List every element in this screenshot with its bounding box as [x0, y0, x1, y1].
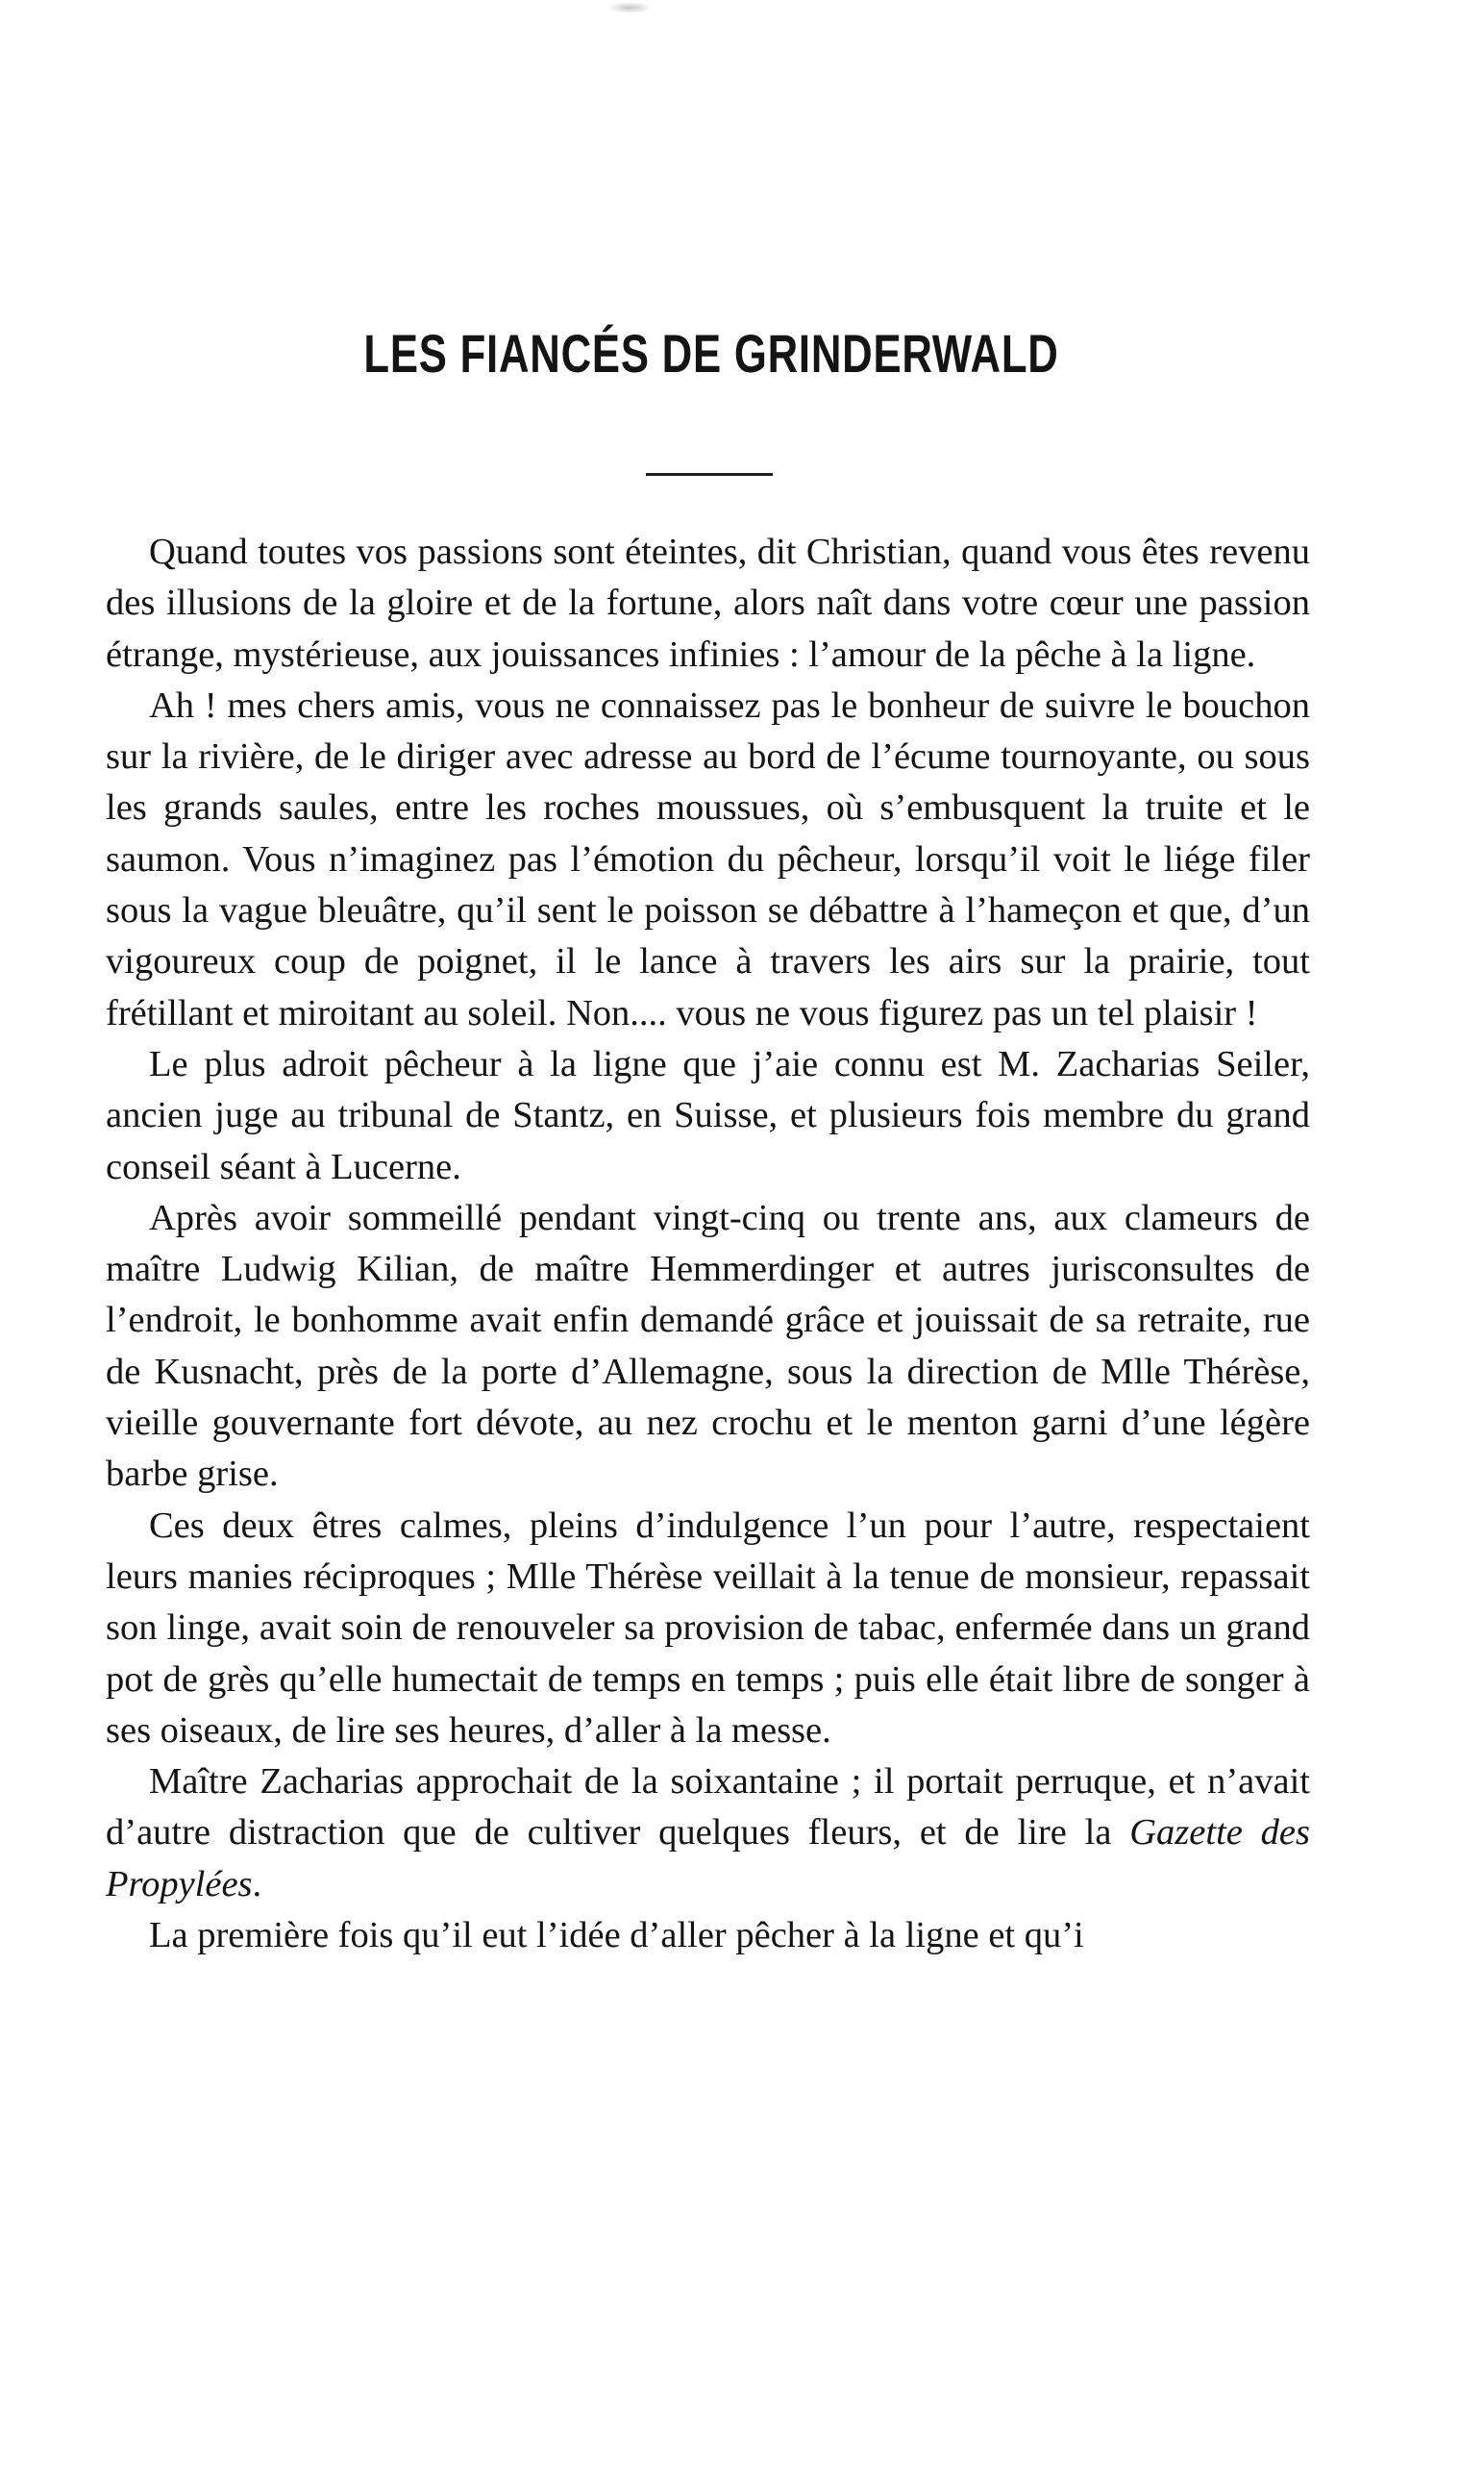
paragraph-end: .: [252, 1863, 262, 1904]
paragraph: Ah ! mes chers amis, vous ne connaissez pas le bonheur de suivre le bouchon sur la rivière, de le diriger avec adresse au bord de l’écume tournoyante, ou sous les grands saules, entre les roches moussues, où s’embusquent la truite et le saumon. Vous n’imaginez pas l’émotion du pêcheur, lorsqu’il voit le liége filer sous la vague bleuâtre, qu’il sent le poisson se débattre à l’hameçon et que, d’un vigoureux coup de poignet, il le lance à travers les airs sur la prairie, tout frétillant et miroitant au soleil. Non.... vous ne vous figurez pas un tel plaisir !: [106, 684, 1310, 1033]
paragraph: [106, 1756, 1310, 1910]
paragraph: Quand toutes vos passions sont éteintes, dit Christian, quand vous êtes revenu des illusions de la gloire et de la fortune, alors naît dans votre cœur une passion étrange, mystérieuse, aux jouissances infinies : l’amour de la pêche à la ligne.: [106, 532, 1310, 675]
body-text: [106, 527, 1310, 1961]
chapter-title: LES FIANCÉS DE GRINDERWALD: [363, 323, 1059, 384]
paragraph: Après avoir sommeillé pendant vingt-cinq ou trente ans, aux clameurs de maître Ludwig Kilian, de maître Hemmerdinger et autres jurisconsultes de l’endroit, le bonhomme avait enfin demandé grâce et jouissait de sa retraite, rue de Kusnacht, près de la porte d’Allemagne, sous la direction de Mlle Thérèse, vieille gouvernante fort dévote, au nez crochu et le menton garni d’une légère barbe grise.: [106, 1197, 1310, 1495]
periodical-title: Gazette des Propylées: [106, 1812, 1310, 1904]
paragraph: Ces deux êtres calmes, pleins d’indulgence l’un pour l’autre, respectaient leurs manies réciproques ; Mlle Thérèse veillait à la tenue de monsieur, repassait son linge, avait soin de renouveler sa provision de tabac, enfermée dans un grand pot de grès qu’elle humectait de temps en temps ; puis elle était libre de songer à ses oiseaux, de lire ses heures, d’aller à la messe.: [106, 1505, 1310, 1751]
ink-speck: [607, 2, 652, 13]
paragraph: La première fois qu’il eut l’idée d’aller pêcher à la ligne et qu’i: [149, 1915, 1084, 1956]
paragraph-text: Maître Zacharias approchait de la soixantaine ; il portait perruque, et n’avait d’autre distraction que de cultiver quelques fleurs, et de lire la: [106, 1761, 1310, 1854]
title-rule: [646, 473, 773, 476]
paragraph: Le plus adroit pêcheur à la ligne que j’aie connu est M. Zacharias Seiler, ancien juge au tribunal de Stantz, en Suisse, et plusieurs fois membre du grand conseil séant à Lucerne.: [106, 1043, 1310, 1187]
